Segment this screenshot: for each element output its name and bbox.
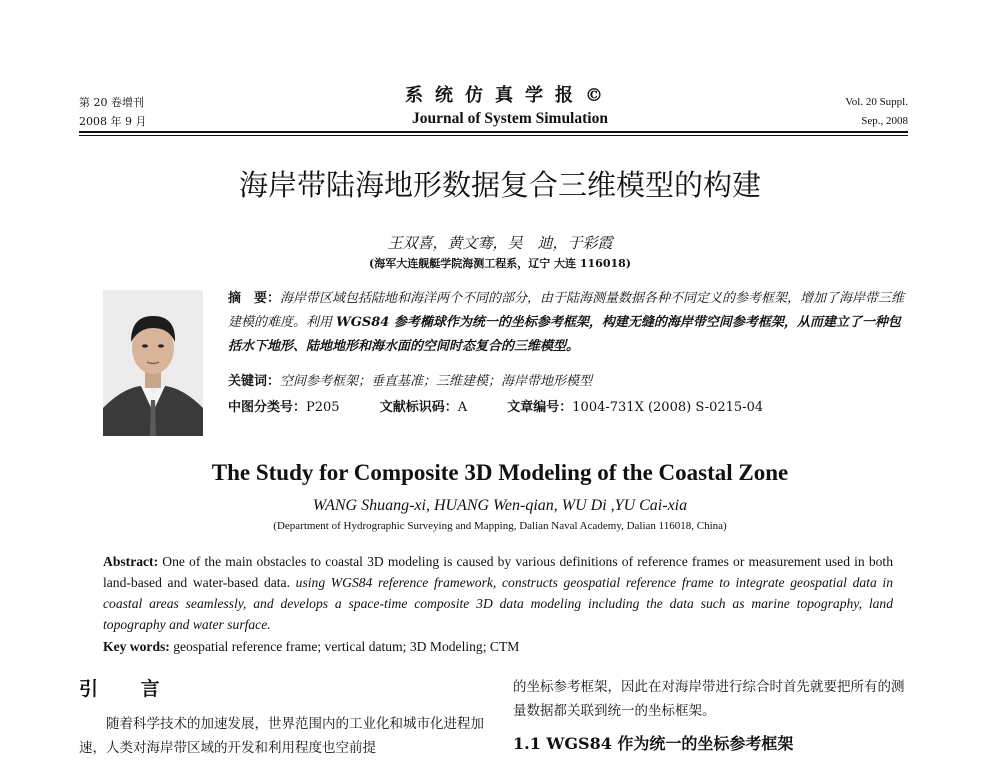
header-right <box>845 93 908 131</box>
author-photo <box>103 290 203 436</box>
abstract-cn-text-part2: WGS84 参考椭球作为统一的坐标参考框架，构建无缝的海岸带空间参考框架，从而建立了一种包括水下地形、陆地地形和海水面的空间时态复合的三维模型。 <box>228 315 901 354</box>
date-en: Sep., 2008 <box>861 115 908 127</box>
affiliation-en: (Department of Hydrographic Surveying and Mapping, Dalian Naval Academy, Dalian 116018, China) <box>273 520 727 532</box>
keywords-en <box>103 637 519 657</box>
authors-en: WANG Shuang-xi, HUANG Wen-qian, WU Di ,YU Cai-xia <box>312 497 688 514</box>
volume-en: Vol. 20 Suppl. <box>845 96 908 108</box>
abstract-cn-text-part1: 海岸带区域包括陆地和海洋两个不同的部分，由于陆海测量数据各种不同定义的参考框架，增加了海岸带三维建模的难度。利用 <box>228 291 905 330</box>
journal-masthead <box>300 84 720 130</box>
body-column-left <box>79 712 484 760</box>
journal-name-cn: 系统仿真学报© <box>405 85 615 106</box>
article-no-label: 文章编号： <box>507 400 573 415</box>
header-left <box>79 93 146 131</box>
body-paragraph-left: 随着科学技术的加速发展，世界范围内的工业化和城市化进程加速，人类对海岸带区域的开发和利用程度也空前提 <box>79 716 484 756</box>
clc-item <box>228 400 340 415</box>
abstract-en <box>103 551 893 635</box>
abstract-cn-label: 摘 要： <box>228 291 281 306</box>
paper-title-en: The Study for Composite 3D Modeling of the Coastal Zone <box>211 460 789 485</box>
header-rule-thin <box>79 135 908 136</box>
keywords-cn-text: 空间参考框架；垂直基准；三维建模；海岸带地形模型 <box>280 374 593 389</box>
body-paragraph-right: 的坐标参考框架，因此在对海岸带进行综合时首先就要把所有的测量数据都关联到统一的坐标框架。 <box>513 679 905 719</box>
doc-code-item <box>380 400 467 415</box>
author-portrait-icon <box>103 290 203 436</box>
affiliation-cn: (海军大连舰艇学院海测工程系，辽宁 大连 116018) <box>369 257 631 270</box>
keywords-cn-label: 关键词： <box>228 374 281 389</box>
paper-title-cn: 海岸带陆海地形数据复合三维模型的构建 <box>238 168 761 202</box>
abstract-en-label: Abstract: <box>103 554 159 569</box>
body-column-right <box>513 675 913 723</box>
abstract-en-text-part1: One of the main obstacles to coastal 3D modeling is caused by various definitions of reference frames or measurement used in both land-based and water-based data. <box>103 554 893 590</box>
doc-code-label: 文献标识码： <box>379 400 458 415</box>
article-no-item <box>507 400 763 415</box>
clc-value: P205 <box>306 400 340 415</box>
authors-cn: 王双喜，黄文骞，吴 迪，于彩霞 <box>387 234 613 252</box>
keywords-cn <box>228 372 592 392</box>
article-no-value: 1004-731X (2008) S-0215-04 <box>572 400 764 415</box>
doc-code-value: A <box>457 400 468 415</box>
keywords-en-text: geospatial reference frame; vertical datum; 3D Modeling; CTM <box>169 639 520 654</box>
classification-row <box>228 398 799 418</box>
volume-cn: 第 20 卷增刊 <box>79 96 144 109</box>
header-rule-thick <box>79 131 908 133</box>
abstract-en-text-part2: using WGS84 reference framework, constructs geospatial reference frame to integrate geospatial data in coastal areas seamlessly, and develops a space-time composite 3D data modeling including the data such as marine topography, land topography and water surface. <box>103 575 893 632</box>
keywords-en-label: Key words: <box>103 639 170 654</box>
date-cn: 2008 年 9 月 <box>79 115 147 128</box>
clc-label: 中图分类号： <box>228 400 307 415</box>
section-heading-introduction: 引 言 <box>79 678 178 700</box>
journal-name-en: Journal of System Simulation <box>412 110 608 127</box>
subsection-heading: 1.1 WGS84 作为统一的坐标参考框架 <box>513 734 794 753</box>
abstract-cn <box>228 287 910 359</box>
